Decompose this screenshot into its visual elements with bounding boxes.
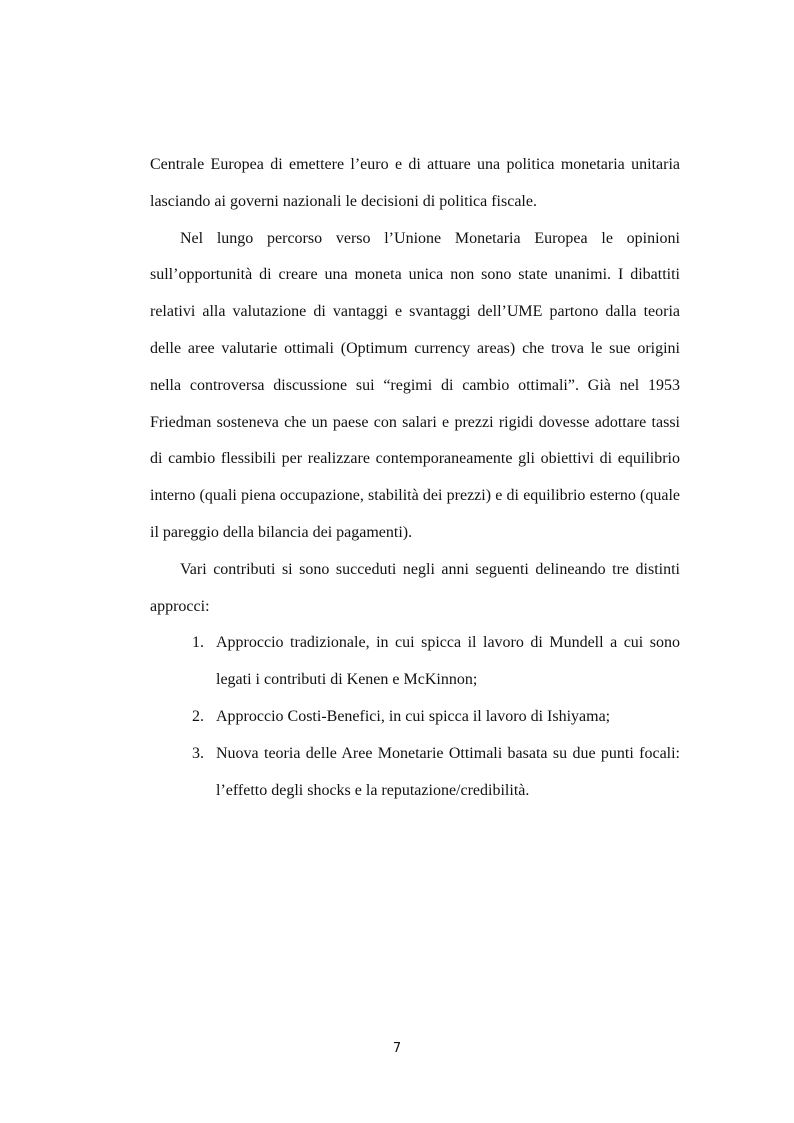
list-item [192, 699, 680, 736]
body-text [150, 147, 680, 809]
page-number: 7 [392, 1041, 402, 1056]
paragraph-approaches-intro: Vari contributi si sono succeduti negli anni seguenti delineando tre distinti approcci: [150, 560, 680, 615]
list-item [192, 736, 680, 810]
list-number: 3. [192, 744, 204, 762]
list-item [192, 625, 680, 699]
paragraph-continuation: Centrale Europea di emettere l’euro e di attuare una politica monetaria unitaria lasciando ai governi nazionali le decisioni di politica fiscale. [150, 156, 680, 210]
approaches-list [150, 625, 680, 809]
list-item-text: Approccio Costi-Benefici, in cui spicca il lavoro di Ishiyama; [216, 707, 611, 725]
list-item-text: Approccio tradizionale, in cui spicca il lavoro di Mundell a cui sono legati i contributi di Kenen e McKinnon; [216, 634, 680, 689]
paragraph-ume-debate: Nel lungo percorso verso l’Unione Monetaria Europea le opinioni sull’opportunità di creare una moneta unica non sono state unanimi. I dibattiti relativi alla valutazione di vantaggi e svantaggi dell’UME partono dalla teoria delle aree valutarie ottimali (Optimum currency areas) che trova le sue origini nella controversa discussione sui “regimi di cambio ottimali”. Già nel 1953 Friedman sosteneva che un paese con salari e prezzi rigidi dovesse adottare tassi di cambio flessibili per realizzare contemporaneamente gli obiettivi di equilibrio interno (quali piena occupazione, stabilità dei prezzi) e di equilibrio esterno (quale il pareggio della bilancia dei pagamenti). [150, 229, 680, 541]
list-number: 1. [192, 634, 204, 652]
list-item-text: Nuova teoria delle Aree Monetarie Ottimali basata su due punti focali: l’effetto degli shocks e la reputazione/credibilità. [216, 744, 680, 799]
list-number: 2. [192, 707, 204, 725]
